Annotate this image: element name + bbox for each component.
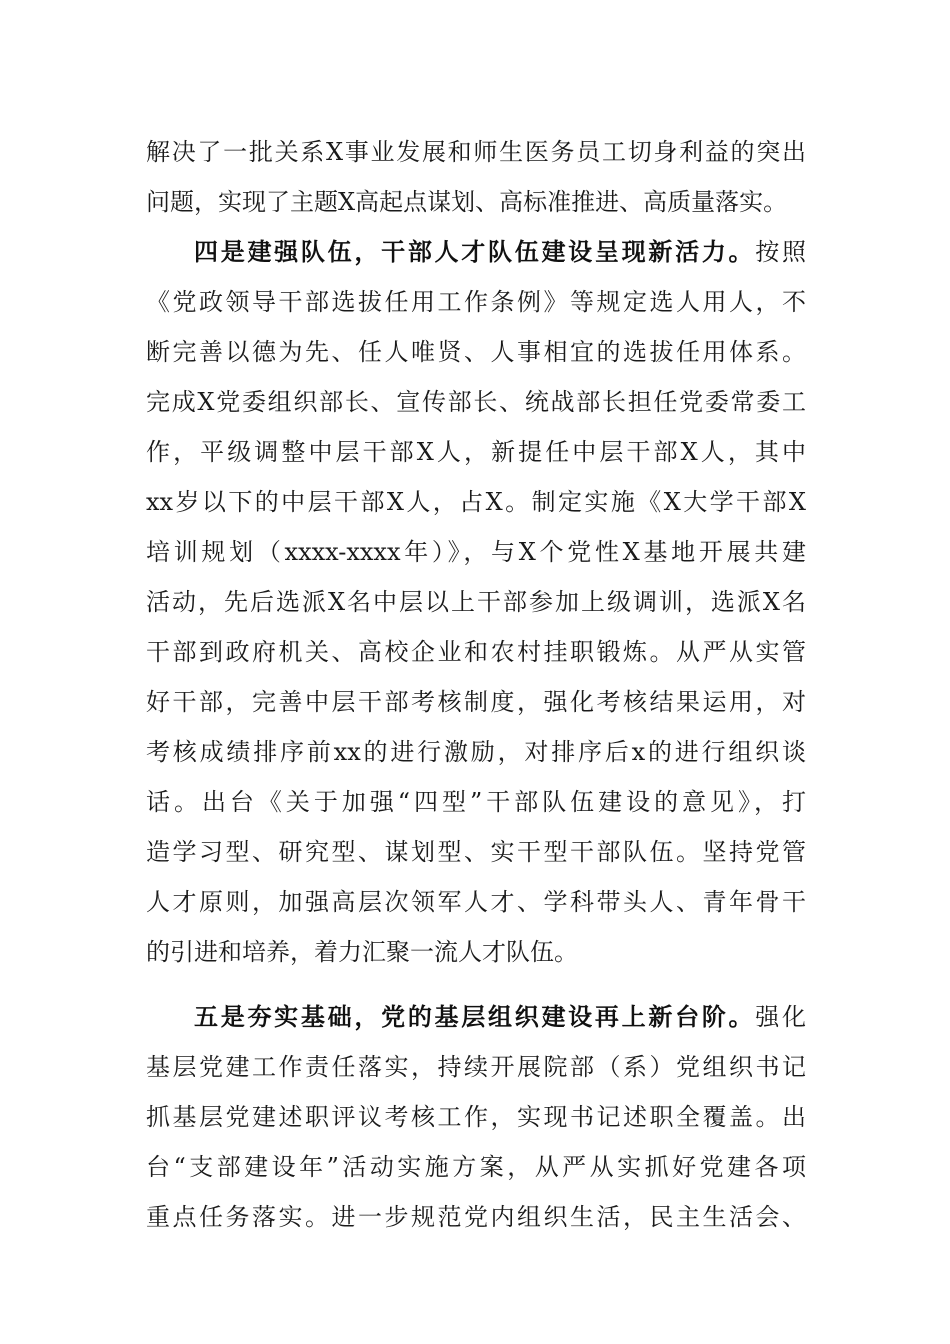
paragraph-line: 话。出台《关于加强“四型”干部队伍建设的意见》，打	[146, 788, 806, 816]
section-four-text: 按照	[755, 238, 807, 266]
paragraph-line: 台“支部建设年”活动实施方案，从严从实抓好党建各项	[146, 1153, 806, 1181]
paragraph-line: xx岁以下的中层干部X人，占X。制定实施《X大学干部X	[146, 488, 806, 516]
paragraph-line: 完成X党委组织部长、宣传部长、统战部长担任党委常委工	[146, 388, 806, 416]
paragraph-line: 问题，实现了主题X高起点谋划、高标准推进、高质量落实。	[146, 188, 788, 216]
section-five-line	[194, 1002, 806, 1032]
paragraph-line: 干部到政府机关、高校企业和农村挂职锻炼。从严从实管	[146, 638, 806, 666]
paragraph-line: 培训规划（xxxx-xxxx年）》，与X个党性X基地开展共建	[146, 538, 806, 566]
paragraph-line: 活动，先后选派X名中层以上干部参加上级调训，选派X名	[146, 588, 806, 616]
paragraph-line: 重点任务落实。进一步规范党内组织生活，民主生活会、	[146, 1203, 806, 1231]
paragraph-line: 人才原则，加强高层次领军人才、学科带头人、青年骨干	[146, 888, 806, 916]
paragraph-line: 造学习型、研究型、谋划型、实干型干部队伍。坚持党管	[146, 838, 806, 866]
paragraph-line: 解决了一批关系X事业发展和师生医务员工切身利益的突出	[146, 138, 806, 166]
paragraph-line: 基层党建工作责任落实，持续开展院部（系）党组织书记	[146, 1053, 806, 1081]
paragraph-line: 断完善以德为先、任人唯贤、人事相宜的选拔任用体系。	[146, 338, 806, 366]
paragraph-line: 考核成绩排序前xx的进行激励，对排序后x的进行组织谈	[146, 738, 806, 766]
paragraph-line: 好干部，完善中层干部考核制度，强化考核结果运用，对	[146, 688, 806, 716]
paragraph-line: 《党政领导干部选拔任用工作条例》等规定选人用人，不	[146, 288, 806, 316]
paragraph-line: 作，平级调整中层干部X人，新提任中层干部X人，其中	[146, 438, 806, 466]
paragraph-line: 抓基层党建述职评议考核工作，实现书记述职全覆盖。出	[146, 1103, 806, 1131]
section-five-heading: 五是夯实基础，党的基层组织建设再上新台阶。	[194, 1003, 756, 1031]
section-four-heading: 四是建强队伍，干部人才队伍建设呈现新活力。	[194, 238, 756, 266]
paragraph-line: 的引进和培养，着力汇聚一流人才队伍。	[146, 938, 578, 966]
section-four-line	[194, 237, 806, 267]
section-five-text: 强化	[755, 1003, 807, 1031]
